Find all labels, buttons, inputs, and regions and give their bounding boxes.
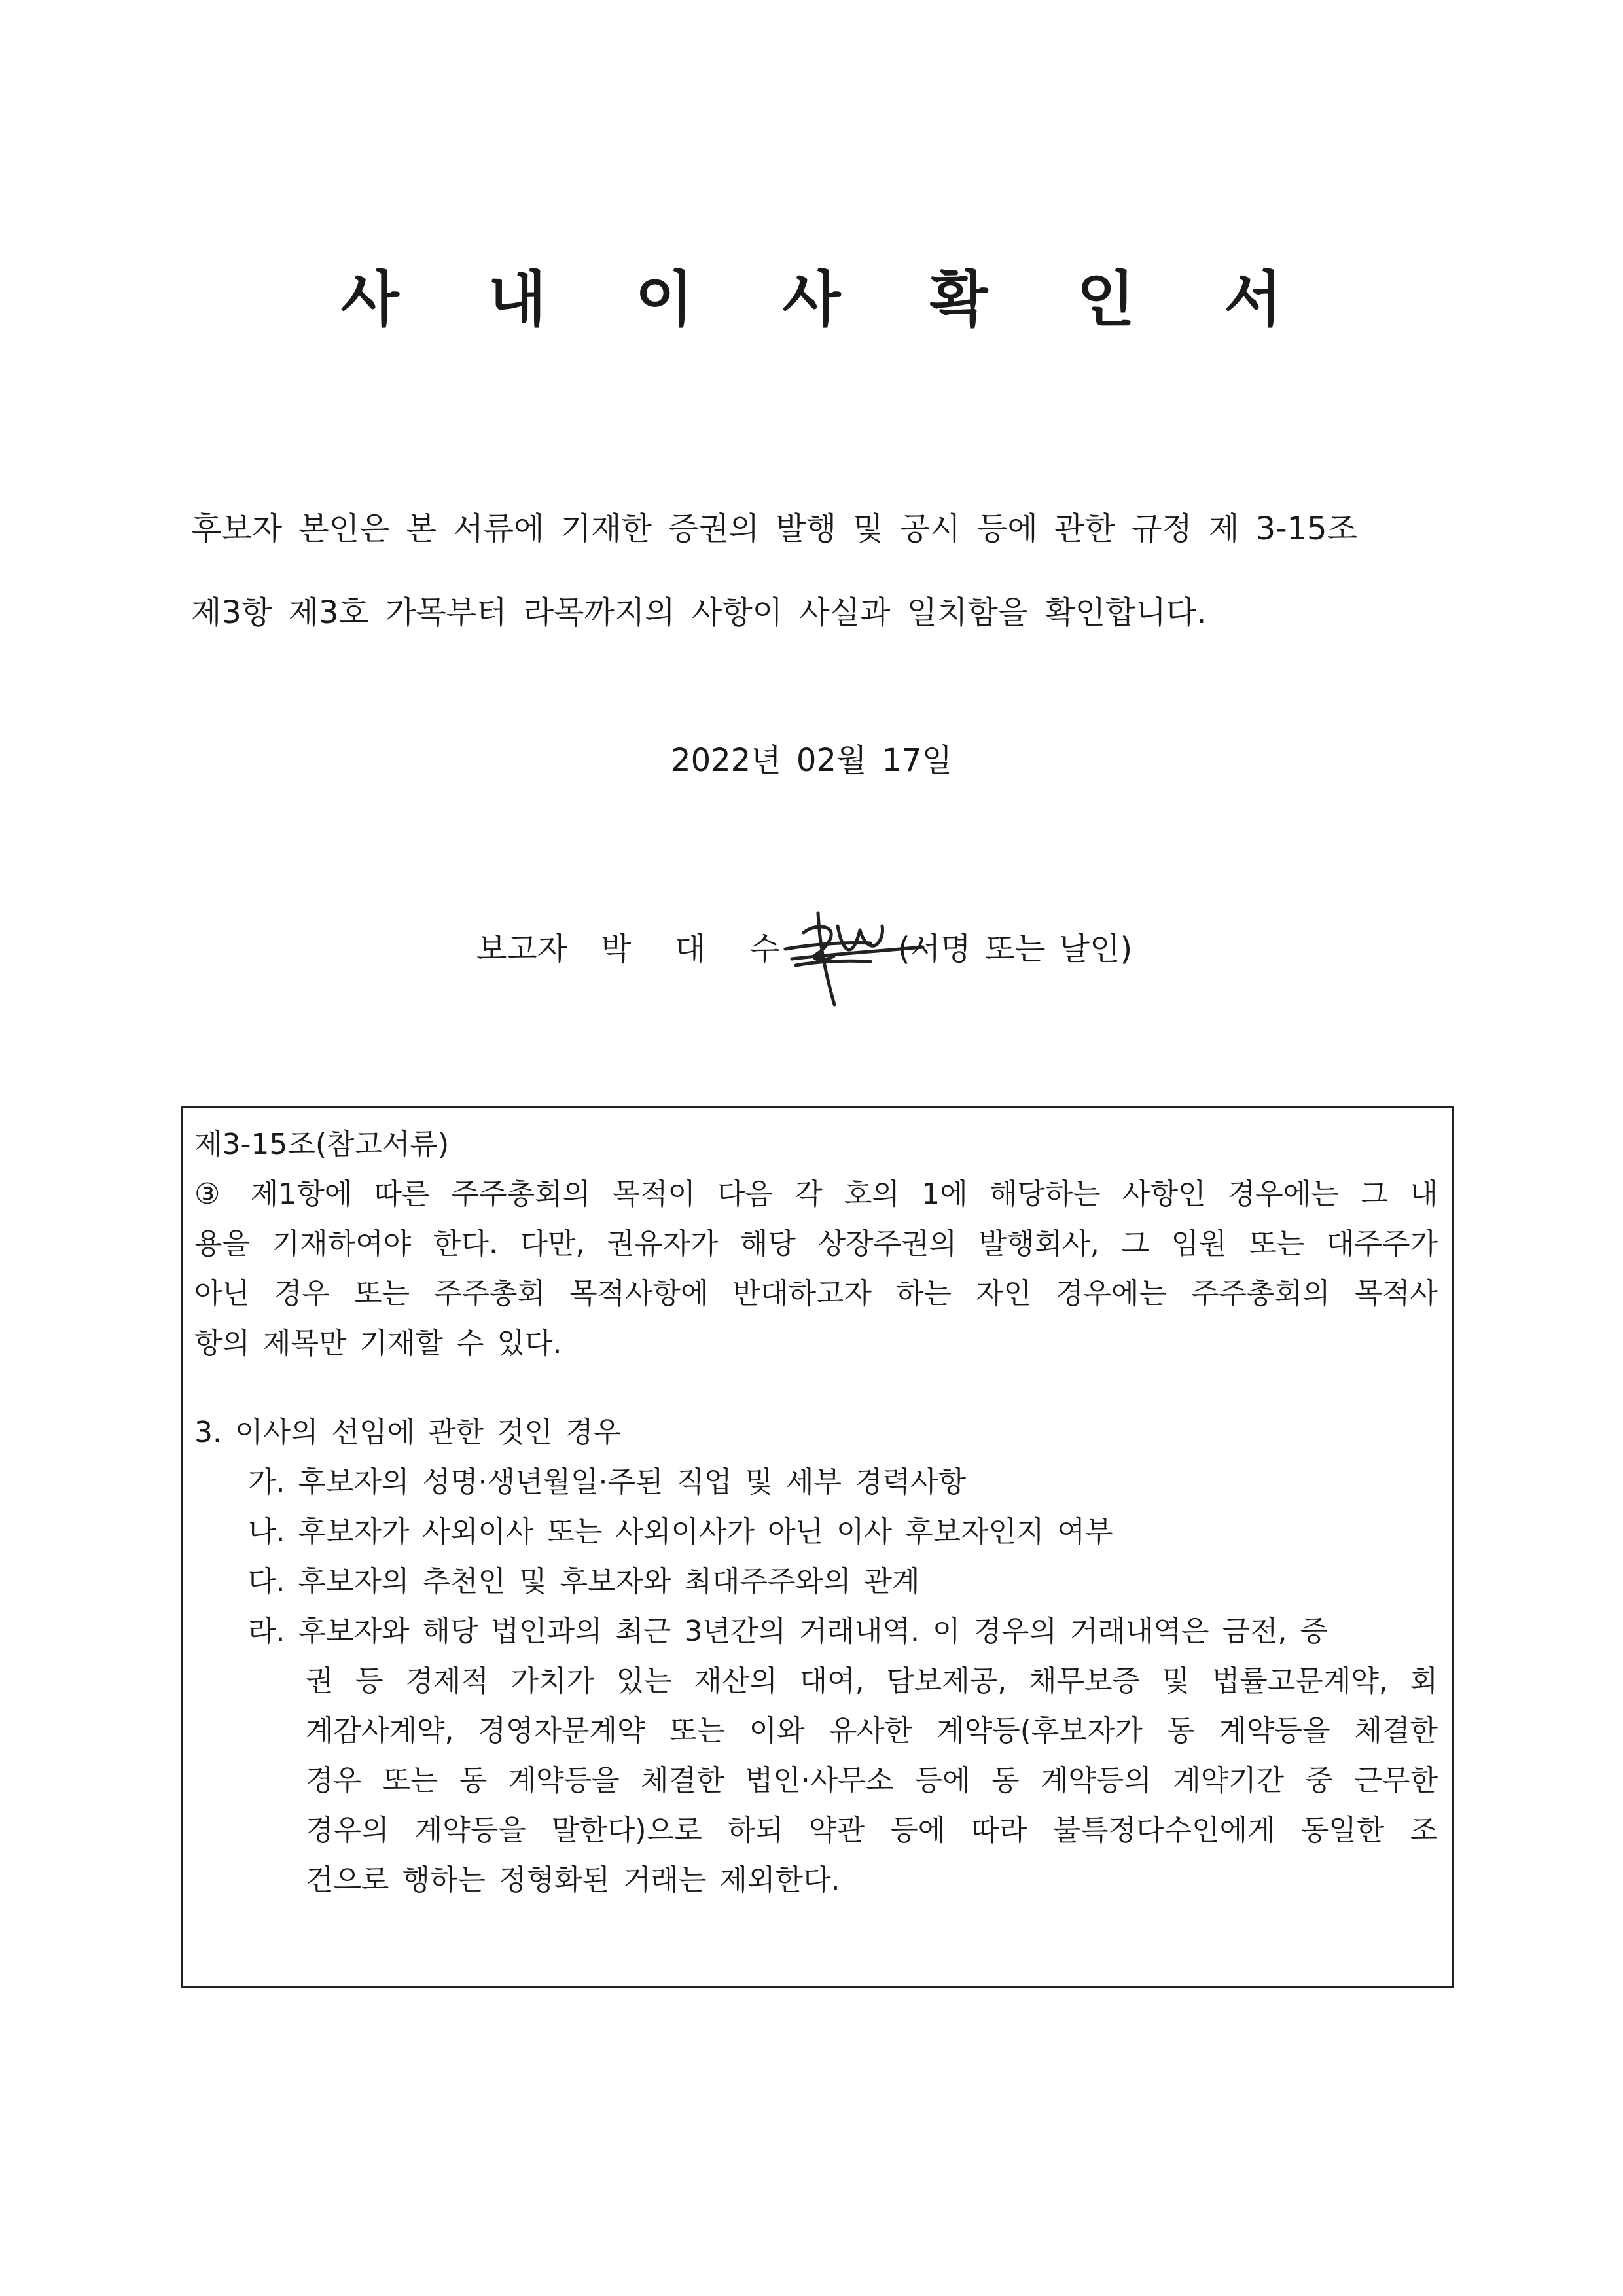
list-item-ra: 라. 후보자와 해당 법인과의 최근 3년간의 거래내역. 이 경우의 거래내역은 금전, 증 [248,1615,1328,1648]
reporter-name: 박 대 수 [601,931,797,967]
reporter-label: 보고자 [476,931,568,967]
spacer [194,1369,1438,1408]
page-title: 사 내 이 사 확 인 서 [340,264,1317,334]
document-date: 2022년 02월 17일 [671,742,952,779]
reference-paragraph-line: 아닌 경우 또는 주주총회 목적사항에 반대하고자 하는 자인 경우에는 주주총회의 목적사 [194,1277,1438,1310]
reference-paragraph-line: 용을 기재하여야 한다. 다만, 권유자가 해당 상장주권의 발행회사, 그 임원 또는 대주주가 [194,1227,1438,1261]
confirmation-statement [191,487,1474,655]
reference-box [181,1106,1454,1988]
list-item-da: 다. 후보자의 추천인 및 후보자와 최대주주와의 관계 [248,1565,920,1598]
list-item-ra-continuation: 경우의 계약등을 말한다)으로 하되 약관 등에 따라 불특정다수인에게 동일한 조 [306,1814,1438,1847]
list-item-ra-continuation: 건으로 행하는 정형화된 거래는 제외한다. [306,1863,840,1897]
list-item-ra-continuation: 계감사계약, 경영자문계약 또는 이와 유사한 계약등(후보자가 동 계약등을 체결한 [306,1714,1438,1748]
reference-text [194,1120,1438,1905]
list-item-ra-continuation: 권 등 경제적 가치가 있는 재산의 대여, 담보제공, 채무보증 및 법률고문계약, 회 [306,1664,1438,1698]
reference-paragraph-line: 항의 제목만 기재할 수 있다. [194,1327,562,1360]
statement-line-2: 제3항 제3호 가목부터 라목까지의 사항이 사실과 일치함을 확인합니다. [191,594,1207,631]
statement-line-1: 후보자 본인은 본 서류에 기재한 증권의 발행 및 공시 등에 관한 규정 제 3-15조 [191,511,1357,547]
reference-paragraph-line: ③ 제1항에 따른 주주총회의 목적이 다음 각 호의 1에 해당하는 사항인 경우에는 그 내 [194,1177,1438,1211]
reference-heading: 제3-15조(참고서류) [194,1128,450,1161]
list-item-na: 나. 후보자가 사외이사 또는 사외이사가 아닌 이사 후보자인지 여부 [248,1515,1113,1549]
section-title: 3. 이사의 선임에 관한 것인 경우 [194,1416,621,1449]
list-item-ra-continuation: 경우 또는 동 계약등을 체결한 법인·사무소 등에 동 계약등의 계약기간 중 근무한 [306,1764,1438,1797]
handwritten-signature [772,887,929,1018]
signature-note: (서명 또는 날인) [898,931,1133,967]
list-item-ga: 가. 후보자의 성명·생년월일·주된 직업 및 세부 경력사항 [248,1465,966,1499]
